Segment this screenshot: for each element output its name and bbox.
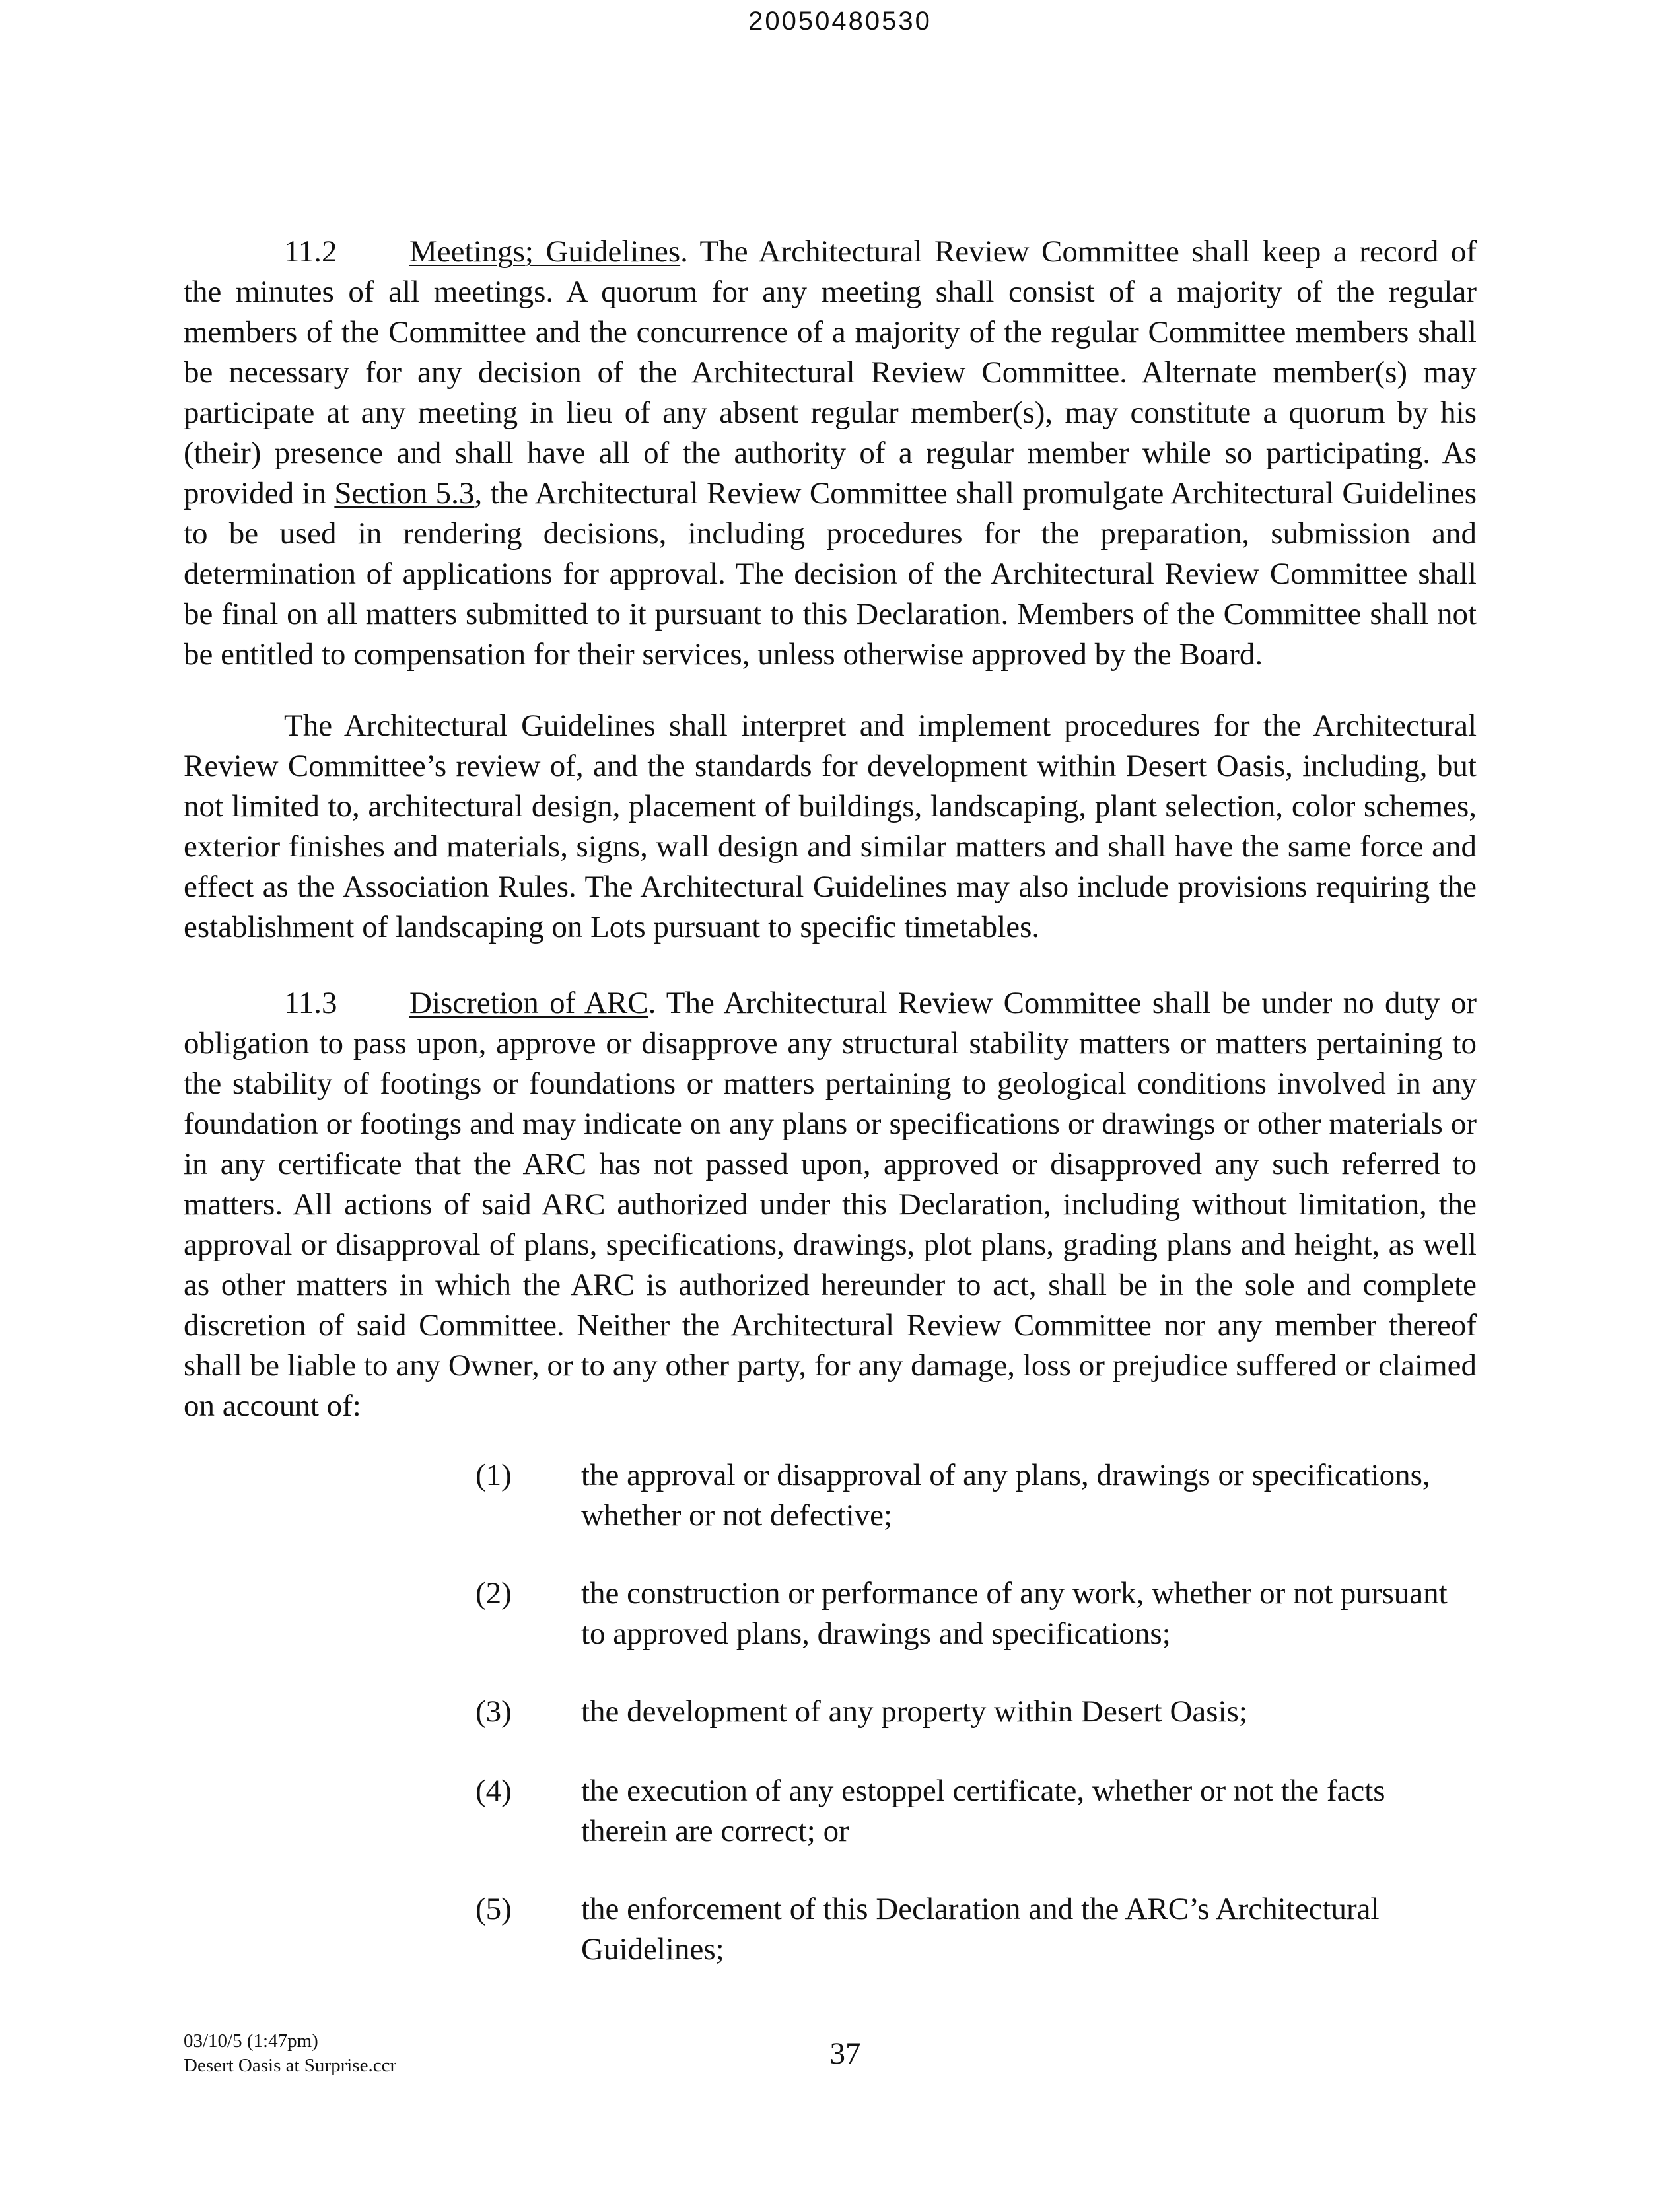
list-item-number: (4) (475, 1774, 512, 1808)
guidelines-paragraph: The Architectural Guidelines shall interpret and implement procedures for the Architectural Review Committee’s review of, and the standards for development within Desert Oasis, including, but not limited to, architectural design, placement of buildings, landscaping, plant selection, color schemes, exterior finishes and materials, signs, wall design and similar matters and shall have the same force and effect as the Association Rules. The Architectural Guidelines may also include provisions requiring the establishment of landscaping on Lots pursuant to specific timetables. (184, 709, 1477, 944)
list-item-text: the construction or performance of any work, whether or not pursuant to approved plans, drawings and specifications; (581, 1576, 1448, 1651)
list-item-number: (1) (475, 1458, 512, 1492)
list-item-number: (2) (475, 1576, 512, 1611)
section-number: 11.2 (284, 234, 337, 269)
section-11-2-paragraph (184, 232, 1477, 675)
section-text: . The Architectural Review Committee shall keep a record of the minutes of all meetings. A quorum for any meeting shall consist of a majority of the regular members of the Committee and the concurrence of a majority of the regular Committee members shall be necessary for any decision of the Architectural Review Committee. Alternate member(s) may participate at any meeting in lieu of any absent regular member(s), may constitute a quorum by his (their) presence and shall have all of the authority of a regular member while so participating. As provided in (184, 234, 1477, 510)
section-text: . The Architectural Review Committee shall be under no duty or obligation to pass upon, approve or disapprove any structural stability matters or matters pertaining to the stability of footings or foundations or matters pertaining to geological conditions involved in any foundation or footings and may indicate on any plans or specifications or drawings or other materials or in any certificate that the ARC has not passed upon, approved or disapproved any such referred to matters. All actions of said ARC authorized under this Declaration, including without limitation, the approval or disapproval of plans, specifications, drawings, plot plans, grading plans and height, as well as other matters in which the ARC is authorized hereunder to act, shall be in the sole and complete discretion of said Committee. Neither the Architectural Review Committee nor any member thereof shall be liable to any Owner, or to any other party, for any damage, loss or prejudice suffered or claimed on account of: (184, 986, 1477, 1423)
list-item-text: the development of any property within Desert Oasis; (581, 1694, 1247, 1729)
list-item-text: the approval or disapproval of any plans, drawings or specifications, whether or not defective; (581, 1458, 1430, 1533)
list-item-text: the enforcement of this Declaration and the ARC’s Architectural Guidelines; (581, 1892, 1380, 1966)
list-item-number: (3) (475, 1694, 512, 1729)
section-reference: Section 5.3 (334, 476, 475, 510)
section-text: , the Architectural Review Committee shall promulgate Architectural Guidelines to be used in rendering decisions, including procedures for the preparation, submission and determination of applications for approval. The decision of the Architectural Review Committee shall be final on all matters submitted to it pursuant to this Declaration. Members of the Committee shall not be entitled to compensation for their services, unless otherwise approved by the Board. (184, 476, 1477, 672)
page-number: 37 (829, 2036, 861, 2071)
section-title: Discretion of ARC (409, 986, 648, 1020)
footer-filename: Desert Oasis at Surprise.ccr (184, 2055, 397, 2076)
section-title: Meetings; Guidelines (409, 234, 681, 269)
list-item-text: the execution of any estoppel certificate, whether or not the facts therein are correct; or (581, 1774, 1385, 1848)
section-number: 11.3 (284, 986, 337, 1020)
list-item-number: (5) (475, 1892, 512, 1926)
section-11-3-paragraph (184, 983, 1477, 1426)
footer-date: 03/10/5 (1:47pm) (184, 2031, 318, 2052)
document-number: 20050480530 (748, 7, 932, 36)
footer-info (184, 2029, 396, 2078)
